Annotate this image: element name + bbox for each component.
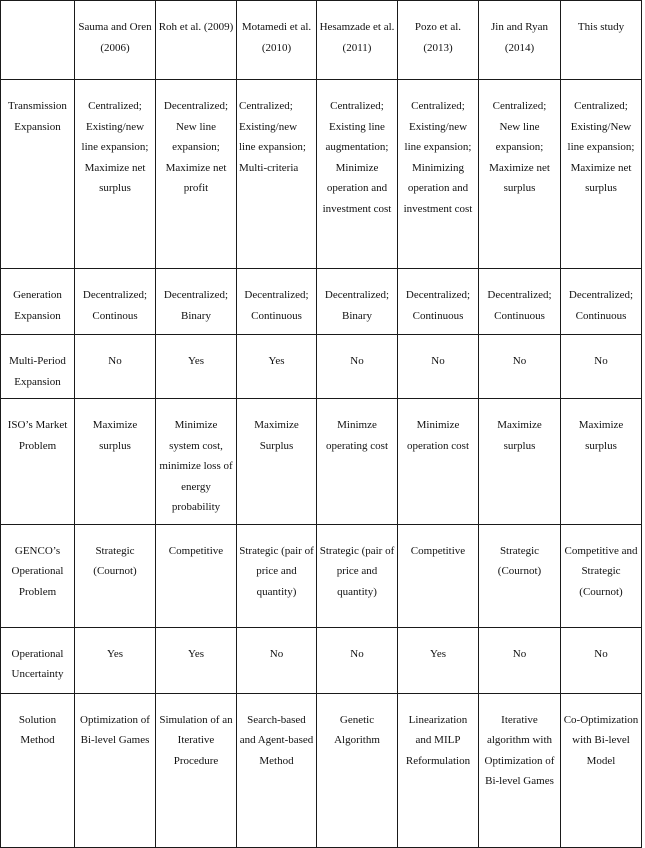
table-cell: Genetic Algorithm [317, 693, 398, 847]
table-cell: Competitive [156, 524, 237, 627]
table-cell: Decentralized; Continuous [398, 269, 479, 335]
table-header-row [1, 1, 642, 80]
table-cell: No [317, 335, 398, 399]
row-label: ISO’s Market Problem [1, 399, 75, 525]
header-study-pozo: Pozo et al. (2013) [398, 1, 479, 80]
table-cell: Yes [156, 627, 237, 693]
table-cell: Yes [156, 335, 237, 399]
table-cell: Centralized; Existing/new line expansion; Maximize net surplus [75, 80, 156, 269]
table-cell: Decentralized; Continous [75, 269, 156, 335]
row-label: Multi-Period Expansion [1, 335, 75, 399]
table-cell: No [561, 335, 642, 399]
table-cell: Search-based and Agent-based Method [237, 693, 317, 847]
header-corner-cell [1, 1, 75, 80]
header-study-hesamzade: Hesamzade et al. (2011) [317, 1, 398, 80]
row-label: Solution Method [1, 693, 75, 847]
table-cell: No [317, 627, 398, 693]
table-row-solution-method [1, 693, 642, 847]
table-cell: No [561, 627, 642, 693]
table-cell: Decentralized; New line expansion; Maximize net profit [156, 80, 237, 269]
table-row-generation-expansion [1, 269, 642, 335]
table-cell: Decentralized; Binary [156, 269, 237, 335]
table-cell: Decentralized; Continuous [561, 269, 642, 335]
table-row-genco-operational-problem [1, 524, 642, 627]
table-cell: Maximize Surplus [237, 399, 317, 525]
table-cell: Yes [398, 627, 479, 693]
table-cell: Maximize surplus [561, 399, 642, 525]
table-cell: No [479, 335, 561, 399]
table-cell: Strategic (pair of price and quantity) [317, 524, 398, 627]
table-cell: Strategic (Cournot) [479, 524, 561, 627]
row-label: Transmission Expansion [1, 80, 75, 269]
table-cell: Optimization of Bi-level Games [75, 693, 156, 847]
header-study-jin-ryan: Jin and Ryan (2014) [479, 1, 561, 80]
table-cell: Minimize operation cost [398, 399, 479, 525]
table-cell: Minimze operating cost [317, 399, 398, 525]
table-cell: Strategic (pair of price and quantity) [237, 524, 317, 627]
row-label: Operational Uncertainty [1, 627, 75, 693]
table-cell: Simulation of an Iterative Procedure [156, 693, 237, 847]
table-cell: Strategic (Cournot) [75, 524, 156, 627]
table-cell: Decentralized; Continuous [237, 269, 317, 335]
table-cell: No [479, 627, 561, 693]
table-cell: Centralized; Existing/new line expansion; Multi-criteria [237, 80, 317, 269]
table-cell: Yes [75, 627, 156, 693]
table-row-operational-uncertainty [1, 627, 642, 693]
table-cell: Centralized; Existing/new line expansion; Minimizing operation and investment cost [398, 80, 479, 269]
table-cell: Maximize surplus [479, 399, 561, 525]
table-cell: Competitive [398, 524, 479, 627]
table-cell: Competitive and Strategic (Cournot) [561, 524, 642, 627]
table-cell: Centralized; Existing/New line expansion; Maximize net surplus [561, 80, 642, 269]
table-cell: Yes [237, 335, 317, 399]
table-cell: Co-Optimization with Bi-level Model [561, 693, 642, 847]
header-study-roh: Roh et al. (2009) [156, 1, 237, 80]
row-label: GENCO’s Operational Problem [1, 524, 75, 627]
table-cell: No [75, 335, 156, 399]
table-row-iso-market-problem [1, 399, 642, 525]
table-cell: Linearization and MILP Reformulation [398, 693, 479, 847]
table-row-multi-period-expansion [1, 335, 642, 399]
table-cell: Iterative algorithm with Optimization of Bi-level Games [479, 693, 561, 847]
table-cell: No [237, 627, 317, 693]
table-cell: Centralized; New line expansion; Maximize net surplus [479, 80, 561, 269]
header-study-this-study: This study [561, 1, 642, 80]
table-cell: Decentralized; Binary [317, 269, 398, 335]
table-row-transmission-expansion [1, 80, 642, 269]
table-cell: No [398, 335, 479, 399]
header-study-motamedi: Motamedi et al. (2010) [237, 1, 317, 80]
table-cell: Decentralized; Continuous [479, 269, 561, 335]
table-cell: Maximize surplus [75, 399, 156, 525]
table-cell: Centralized; Existing line augmentation; Minimize operation and investment cost [317, 80, 398, 269]
header-study-sauma-oren: Sauma and Oren (2006) [75, 1, 156, 80]
table-cell: Minimize system cost, minimize loss of energy probability [156, 399, 237, 525]
row-label: Generation Expansion [1, 269, 75, 335]
